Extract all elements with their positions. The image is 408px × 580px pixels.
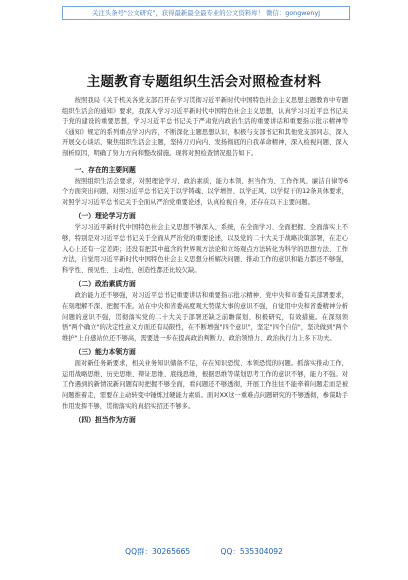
subheading-responsibility: （四）担当作为方面: [74, 416, 136, 425]
theory-study-paragraph: 学习习近平新时代中国特色社会主义思想不够深入、系统，在全面学习、全面把握、全面落实上不够，特别是对习近平总书记关于全面从严治党的重要论述，以及党的二十大关于战略决策部署，在走心入心上还有一定差距；还没有把其中蕴含的世界观方法论和立场观点方法转化为科学的思想方法、工作方法，自觉用习近平新时代中国特色社会主义思想分析解决问题、推动工作的意识和能力都还不够强，科学性、预见性、主动性、创造性都还比较欠缺。: [62, 224, 348, 274]
qq-number-text: QQ：535304092: [220, 547, 283, 556]
intro-paragraph: 按照我局《关于机关各党支部召开在学习贯彻习近平新时代中国特色社会主义思想主题教育中专题组织生活会的通知》要求，我深入学习习近平新时代中国特色社会主义思想，认真学习习近平总书记关于党的建设的重要思想，学习习近平总书记关于严肃党内政治生活的重要讲话和重要指示批示精神等《通知》规定的系列重点学习内容，不断深化主题思想认识，积极与支部书记和其他党支部同志，深入开展交心谈话，聚焦组织生活会主题，坚持刀刃向内、发扬彻底的自我革命精神，深入检视问题、深入剖析原因，明确了努力方向和整改措施。现将对照检查情况报告如下。: [62, 97, 348, 157]
ability-paragraph: 面对新任务新要求，相关业务知识储备不足，存在知识恐慌、本领恐慌的问题。抓落实推动工作，运用战略思维、历史思维、辩证思维、底线思维，根据思维等谋划思考工作的意识不够，能力不强。对工作遇到的新情况新问题有时把握不够全面，看问题还不够透彻，开展工作往往不能牵着问题走而是被问题推着走，需要在主动转变中锤炼过硬能力素质。面对XX这一重难点问题研究的不够透彻，参谋助手作用发挥不够，贯彻落实的真招实招还不够多。: [62, 360, 348, 410]
contact-footer: [0, 546, 408, 557]
political-quality-paragraph: 政治能力还不够强，对习近平总书记重要讲话和重要指示批示精神、党中央和市委有关部署要求，在刻理解不深、把握不准。站在中央和省委高度观大势谋大事的意识不强，自觉用中央和省委精神分析问题的意识不强，贯彻落实党的二十大关于部署还缺乏前瞻谋划、积极研究，有效措施。在深刻领悟"两个确立"的决定性意义方面还有局限性，在不断增强"四个意识"，坚定"四个自信"，坚决做到"两个维护"上自感站位还不够高，需要进一步在提高政治判断力、政治领悟力、政治执行力上多下功夫。: [62, 292, 348, 342]
document-body: [62, 96, 348, 427]
section-intro-paragraph: 按照组织生活会要求，对照理论学习、政治素质、能力本领、担当作为、工作作风、廉洁自律等6个方面突出问题，对照习近平总书记关于以学铸魂、以学增智、以学正风、以学促干的12条具体要求，对照学习习近平总书记关于全面从严治党重要论述，认真检视自身，还存在以下主要问题。: [62, 177, 348, 206]
subheading-political-quality: （二）政治素质方面: [74, 280, 136, 289]
promo-banner[interactable]: 关注头条号"公文研究"，获得最新最全最专业的公文资料库！ 微信：gongwenyj: [62, 6, 350, 20]
section-heading-problems: 一、存在的主要问题: [74, 165, 136, 174]
document-title: 主题教育专题组织生活会对照检查材料: [86, 74, 322, 90]
subheading-theory-study: （一）理论学习方面: [74, 212, 136, 221]
subheading-ability: （三）能力本领方面: [74, 348, 136, 357]
qq-group-text: QQ群：30265665: [125, 547, 191, 556]
